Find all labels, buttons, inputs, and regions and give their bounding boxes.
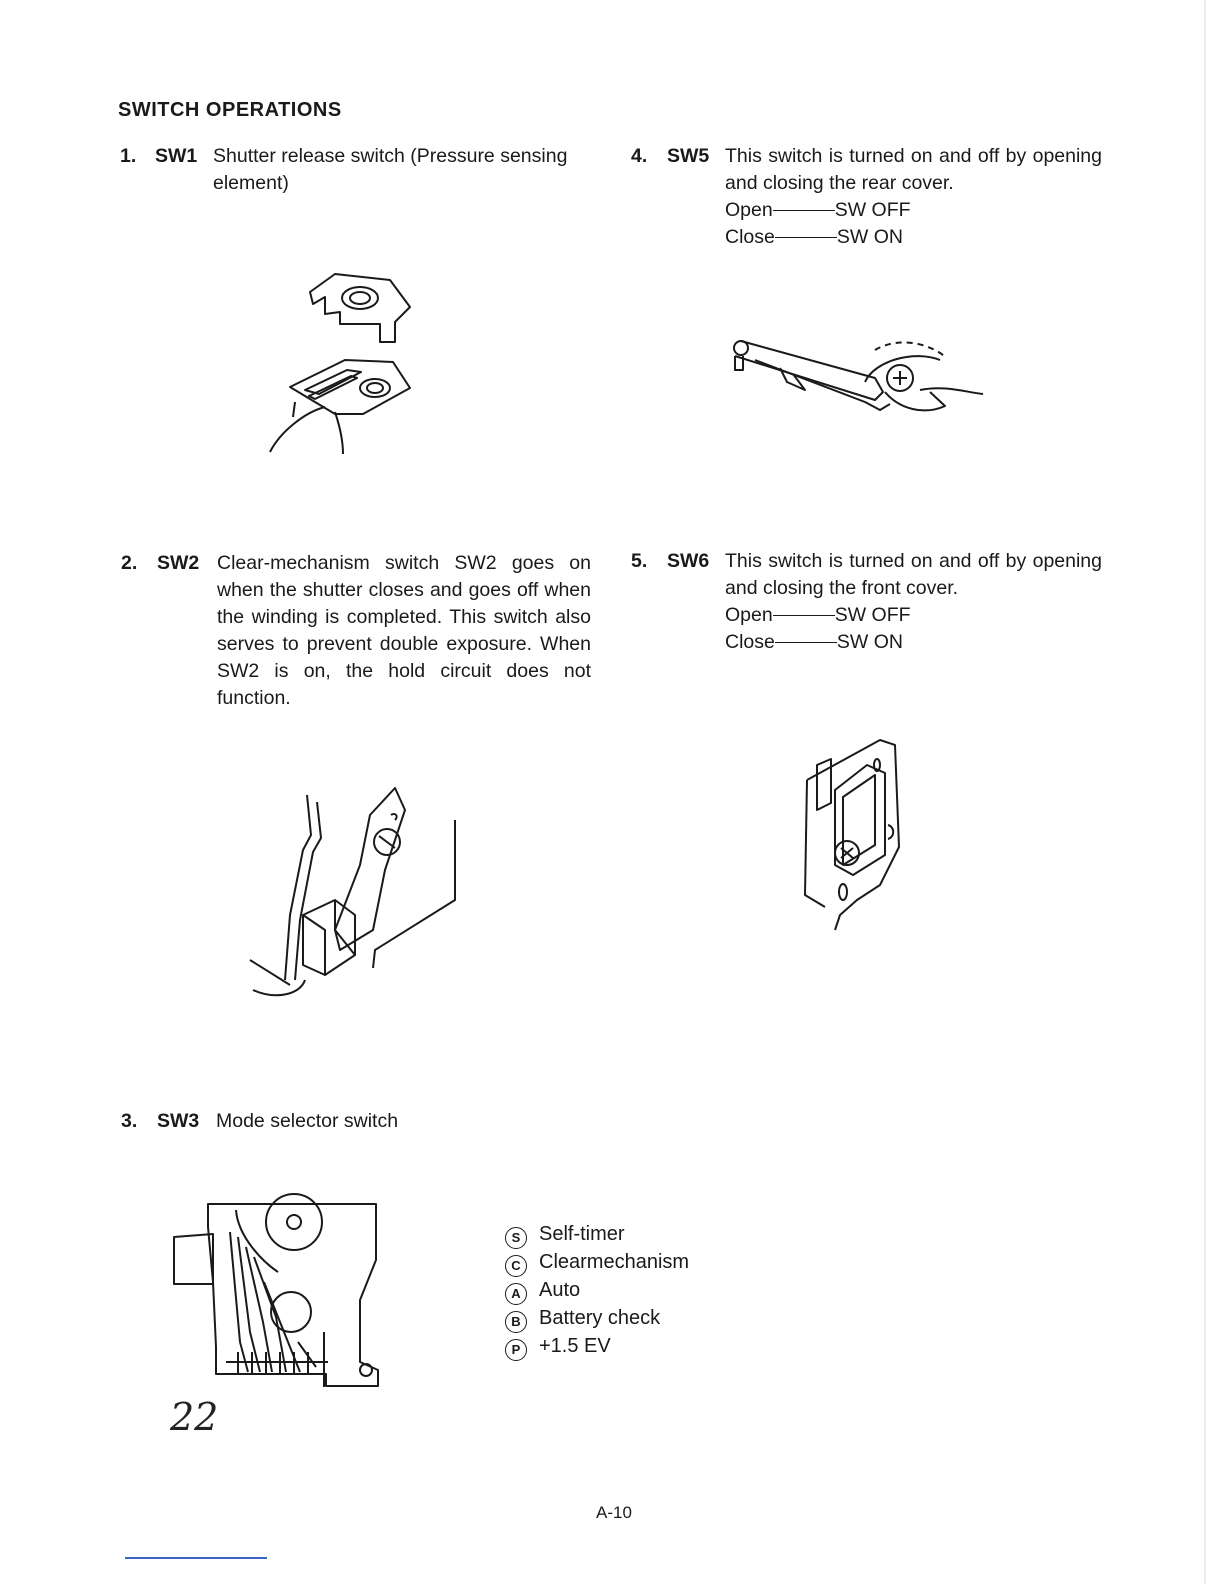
item-number: 2. [121,552,138,574]
switch-id: SW1 [155,145,198,167]
legend-label: Auto [539,1279,581,1301]
switch-description [217,550,591,712]
legend-item [505,1249,689,1277]
circled-letter-icon: P [505,1339,527,1361]
legend-item [505,1333,689,1361]
switch-description [216,1108,596,1135]
open-label: Open [725,199,773,221]
switch-id: SW3 [157,1110,200,1132]
item-sw6 [631,548,1111,663]
handwritten-note: 22 [170,1395,219,1439]
item-sw1 [120,143,600,203]
switch-description [725,548,1102,656]
bottom-rule [125,1557,267,1559]
item-sw5 [631,143,1111,258]
item-number: 3. [121,1110,138,1132]
dash-line [773,210,835,211]
item-number: 4. [631,145,648,167]
circled-letter-icon: S [505,1227,527,1249]
legend-item [505,1221,689,1249]
circled-letter-icon: A [505,1283,527,1305]
legend-item [505,1305,689,1333]
close-state-row [725,629,1102,656]
close-state-row [725,224,1102,251]
close-state: SW ON [836,226,903,248]
switch-id: SW5 [667,145,710,167]
dash-line [775,642,837,643]
open-state: SW OFF [834,199,911,221]
dash-line [775,237,837,238]
description-text: Shutter release switch (Pressure sensing element) [213,145,568,194]
open-state-row [725,197,1102,224]
sw6-illustration [795,735,915,935]
item-sw2 [121,550,601,720]
circled-letter-icon: B [505,1311,527,1333]
switch-id: SW2 [157,552,200,574]
item-number: 5. [631,550,648,572]
sw2-illustration [245,780,470,1010]
description-text: Clear-mechanism switch SW2 goes on when the shutter closes and goes off when the winding is completed. This switch also serves to prevent double exposure. When SW2 is on, the hold circuit does not function. [217,552,591,709]
circled-letter-icon: C [505,1255,527,1277]
open-state-row [725,602,1102,629]
description-text: This switch is turned on and off by opening and closing the front cover. [725,550,1102,599]
dash-line [773,615,835,616]
switch-id: SW6 [667,550,710,572]
close-label: Close [725,631,775,653]
sw1-illustration [265,262,425,462]
mode-legend [505,1221,689,1361]
sw5-illustration [725,330,987,430]
legend-label: Battery check [539,1307,661,1329]
item-sw3 [121,1108,601,1138]
legend-label: +1.5 EV [539,1335,611,1357]
open-label: Open [725,604,773,626]
sw3-illustration [168,1192,388,1392]
close-state: SW ON [836,631,903,653]
description-text: Mode selector switch [216,1110,399,1132]
legend-item [505,1277,689,1305]
page-number: A-10 [596,1503,632,1522]
close-label: Close [725,226,775,248]
legend-label: Clearmechanism [539,1251,690,1273]
page-heading: SWITCH OPERATIONS [118,99,342,121]
legend-label: Self-timer [539,1223,625,1245]
switch-description [213,143,593,197]
switch-description [725,143,1102,251]
open-state: SW OFF [834,604,911,626]
page-edge [1204,0,1206,1584]
item-number: 1. [120,145,137,167]
description-text: This switch is turned on and off by opening and closing the rear cover. [725,145,1102,194]
